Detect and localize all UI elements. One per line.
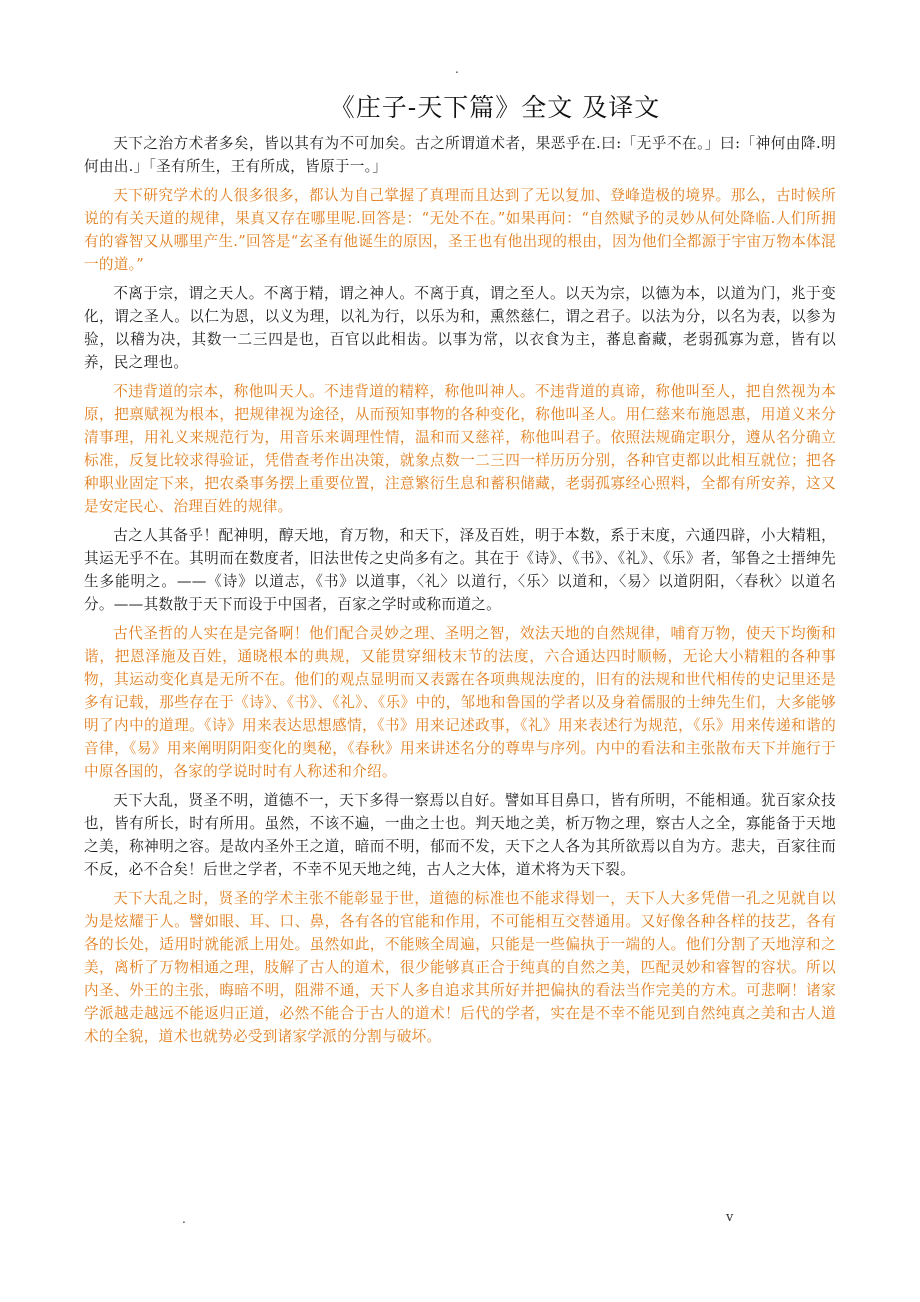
original-paragraph: 古之人其备乎！配神明，醇天地，育万物，和天下，泽及百姓，明于本数，系于末度，六通四辟，小大精粗，其运无乎不在。其明而在数度者，旧法世传之史尚多有之。其在于《诗》、《书》、《礼》、《乐》者，邹鲁之士搢绅先生多能明之。——《诗》以道志，《书》以道事，〈礼〉以道行，〈乐〉以道和，〈易〉以道阴阳，〈春秋〉以道名分。——其数散于天下而设于中国者，百家之学时或称而道之。 xyxy=(84,527,836,613)
translation-paragraph: 古代圣哲的人实在是完备啊！他们配合灵妙之理、圣明之智，效法天地的自然规律，哺育万物，使天下均衡和谐，把恩泽施及百姓，通晓根本的典规，又能贯穿细枝末节的法度，六合通达四时顺畅，无论大小精粗的各种事物，其运动变化真是无所不在。他们的观点显明而又表露在各项典规法度的，旧有的法规和世代相传的史记里还是多有记载，那些存在于《诗》、《书》、《礼》、《乐》中的，邹地和鲁国的学者以及身着儒服的士绅先生们，大多能够明了内中的道理。《诗》用来表达思想感情，《书》用来记述政事，《礼》用来表述行为规范，《乐》用来传递和谐的音律，《易》用来阐明阴阳变化的奥秘，《春秋》用来讲述名分的尊卑与序列。内中的看法和主张散布天下并施行于中原各国的，各家的学说时时有人称述和介绍。 xyxy=(84,625,836,780)
translation-paragraph: 不违背道的宗本，称他叫天人。不违背道的精粹，称他叫神人。不违背道的真谛，称他叫至人，把自然视为本原，把禀赋视为根本，把规律视为途径，从而预知事物的各种变化，称他叫圣人。用仁慈来布施恩惠，用道义来分清事理，用礼义来规范行为，用音乐来调理性情，温和而又慈祥，称他叫君子。依照法规确定职分，遵从名分确立标准，反复比较求得验证，凭借查考作出决策，就象点数一二三四一样历历分别，各种官吏都以此相互就位；把各种职业固定下来，把农桑事务摆上重要位置，注意繁衍生息和蓄积储藏，老弱孤寡经心照料，全都有所安养，这又是安定民心、治理百姓的规律。 xyxy=(84,383,836,515)
document-title: 《庄子-天下篇》全文 及译文 xyxy=(329,93,661,122)
footer-dot: . xyxy=(182,1212,186,1226)
translation-paragraph: 天下研究学术的人很多很多，都认为自己掌握了真理而且达到了无以复加、登峰造极的境界。那么，古时候所说的有关天道的规律，果真又存在哪里呢.回答是：“无处不在。”如果再问：“自然赋予的灵妙从何处降临.人们所拥有的睿智又从哪里产生.”回答是“玄圣有他诞生的原因，圣王也有他出现的根由，因为他们全都源于宇宙万物本体混一的道。” xyxy=(84,187,836,273)
footer-mark: v xyxy=(726,1210,734,1225)
document-body xyxy=(84,132,836,1054)
original-paragraph: 天下大乱，贤圣不明，道德不一，天下多得一察焉以自好。譬如耳目鼻口，皆有所明，不能相通。犹百家众技也，皆有所长，时有所用。虽然，不该不遍，一曲之士也。判天地之美，析万物之理，察古人之全，寡能备于天地之美，称神明之容。是故内圣外王之道，暗而不明，郁而不发，天下之人各为其所欲焉以自为方。悲夫，百家往而不反，必不合矣！后世之学者，不幸不见天地之纯，古人之大体，道术将为天下裂。 xyxy=(84,792,836,878)
original-paragraph: 天下之治方术者多矣，皆以其有为不可加矣。古之所谓道术者，果恶乎在.曰:「无乎不在。」曰:「神何由降.明何由出.」「圣有所生，王有所成，皆原于一。」 xyxy=(84,135,836,175)
translation-paragraph: 天下大乱之时，贤圣的学术主张不能彰显于世，道德的标准也不能求得划一，天下人大多凭借一孔之见就自以为是炫耀于人。譬如眼、耳、口、鼻，各有各的官能和作用，不可能相互交替通用。又好像各种各样的技艺，各有各的长处，适用时就能派上用处。虽然如此，不能赅全周遍，只能是一些偏执于一端的人。他们分割了天地淳和之美，离析了万物相通之理，肢解了古人的道术，很少能够真正合于纯真的自然之美，匹配灵妙和睿智的容状。所以内圣、外王的主张，晦暗不明，阻滞不通，天下人多自追求其所好并把偏执的看法当作完美的方术。可悲啊！诸家学派越走越远不能返归正道，必然不能合于古人的道术！后代的学者，实在是不幸不能见到自然纯真之美和古人道术的全貌，道术也就势必受到诸家学派的分割与破坏。 xyxy=(84,890,836,1045)
original-paragraph: 不离于宗，谓之天人。不离于精，谓之神人。不离于真，谓之至人。以天为宗，以德为本，以道为门，兆于变化，谓之圣人。以仁为恩，以义为理，以礼为行，以乐为和，熏然慈仁，谓之君子。以法为分，以名为表，以参为验，以稽为决，其数一二三四是也，百官以此相齿。以事为常，以衣食为主，蕃息畜藏，老弱孤寡为意，皆有以养，民之理也。 xyxy=(84,285,836,371)
header-dot: . xyxy=(455,62,459,76)
